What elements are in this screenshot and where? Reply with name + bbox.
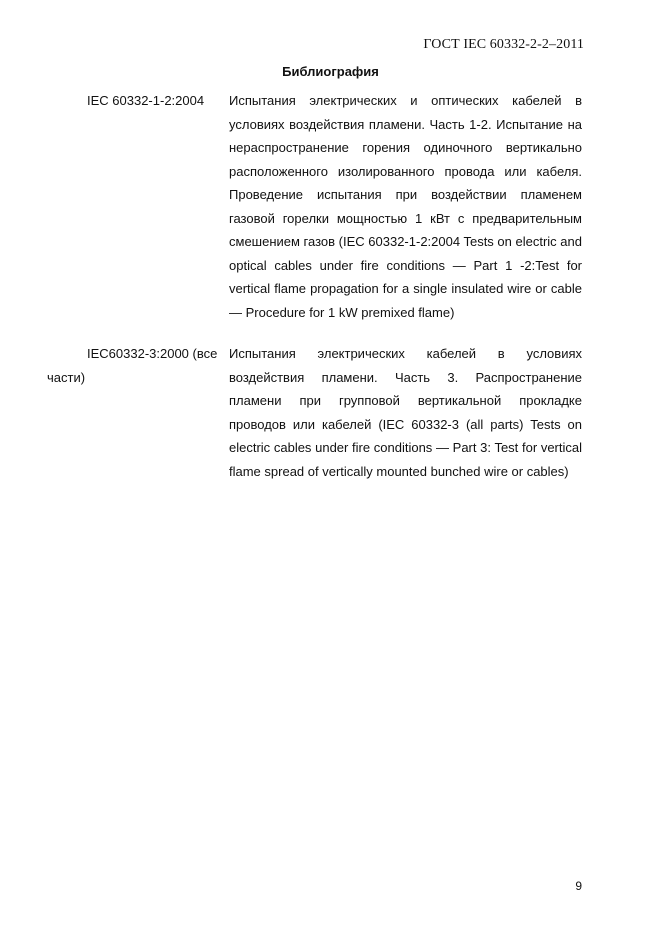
page-number: 9 — [575, 879, 582, 893]
bibliography-entry — [47, 89, 582, 324]
reference-code: IEC 60332-1-2:2004 — [87, 93, 205, 108]
reference-text: Испытания электрических кабелей в условиях воздействия пламени. Часть 3. Распространение пламени при групповой вертикальной прокладке проводов или кабелей (IEC 60332-3 (all parts) Tests on electric cables under fire conditions — Part 3: Test for vertical flame spread of vertically mounted bunched wire or cables) — [229, 346, 582, 479]
reference-code: IEC60332-3:2000 (все части) — [47, 346, 218, 385]
running-header — [423, 37, 584, 53]
bibliography-entry — [47, 342, 582, 483]
bibliography-title: Библиография — [282, 64, 379, 79]
reference-text: Испытания электрических и оптических кабелей в условиях воздействия пламени. Часть 1-2. Испытание на нераспространение горения одиночного вертикально расположенного изолированного провода или кабеля. Проведение испытания при воздействии пламенем газовой горелки мощностью 1 кВт с предварительным смешением газов (IEC 60332-1-2:2004 Tests on electric and optical cables under fire conditions — Part 1 -2:Test for vertical flame propagation for a single insulated wire or cable — Procedure for 1 kW premixed flame) — [229, 93, 582, 320]
standard-id: ГОСТ IEC 60332-2-2–2011 — [423, 37, 584, 52]
